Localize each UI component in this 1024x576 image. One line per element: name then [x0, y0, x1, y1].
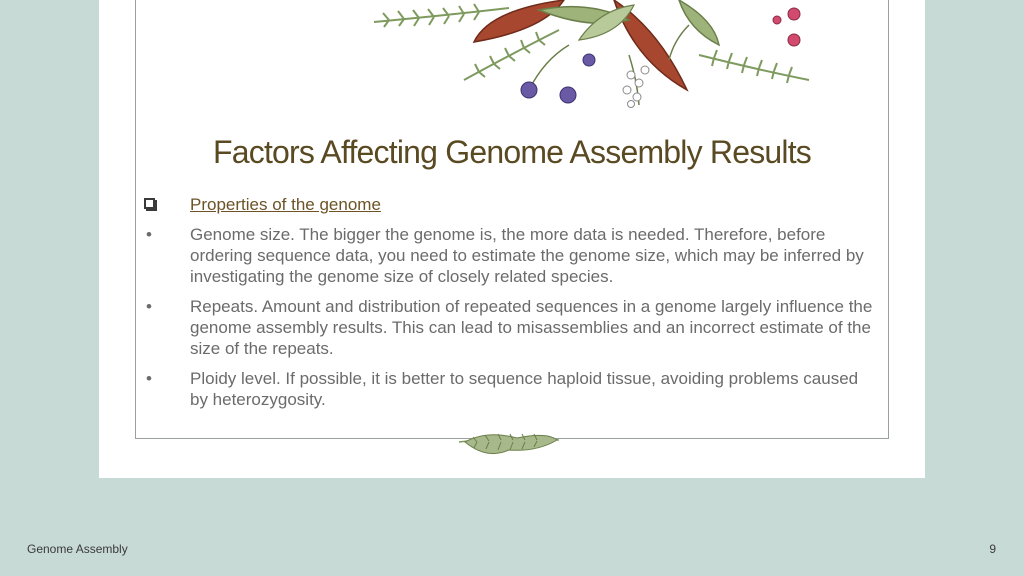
- page-number: 9: [989, 542, 996, 556]
- leaf-ornament: [457, 430, 561, 462]
- slide-title: Factors Affecting Genome Assembly Results: [213, 134, 811, 170]
- bullet-item: [139, 296, 879, 359]
- bullet-dot-icon: •: [146, 297, 152, 316]
- slide-content: [139, 194, 879, 419]
- slide-card: [99, 0, 925, 478]
- bullet-item: [139, 368, 879, 410]
- square-bullet-icon: [144, 198, 155, 209]
- footer-label: Genome Assembly: [27, 542, 128, 556]
- subheading-row: [139, 194, 879, 215]
- subheading: Properties of the genome: [190, 195, 381, 214]
- bullet-text: Ploidy level. If possible, it is better to sequence haploid tissue, avoiding problems caused by heterozygosity.: [190, 369, 859, 409]
- floral-illustration: [369, 0, 814, 118]
- bullet-item: [139, 224, 879, 287]
- bullet-text: Repeats. Amount and distribution of repeated sequences in a genome largely influence the genome assembly results. This can lead to misassemblies and an incorrect estimate of the size of the repeats.: [190, 297, 873, 358]
- bullet-dot-icon: •: [146, 225, 152, 244]
- bullet-dot-icon: •: [146, 369, 152, 388]
- bullet-text: Genome size. The bigger the genome is, the more data is needed. Therefore, before ordering sequence data, you need to estimate the genome size, which may be inferred by investigating the genome size of closely related species.: [190, 225, 864, 286]
